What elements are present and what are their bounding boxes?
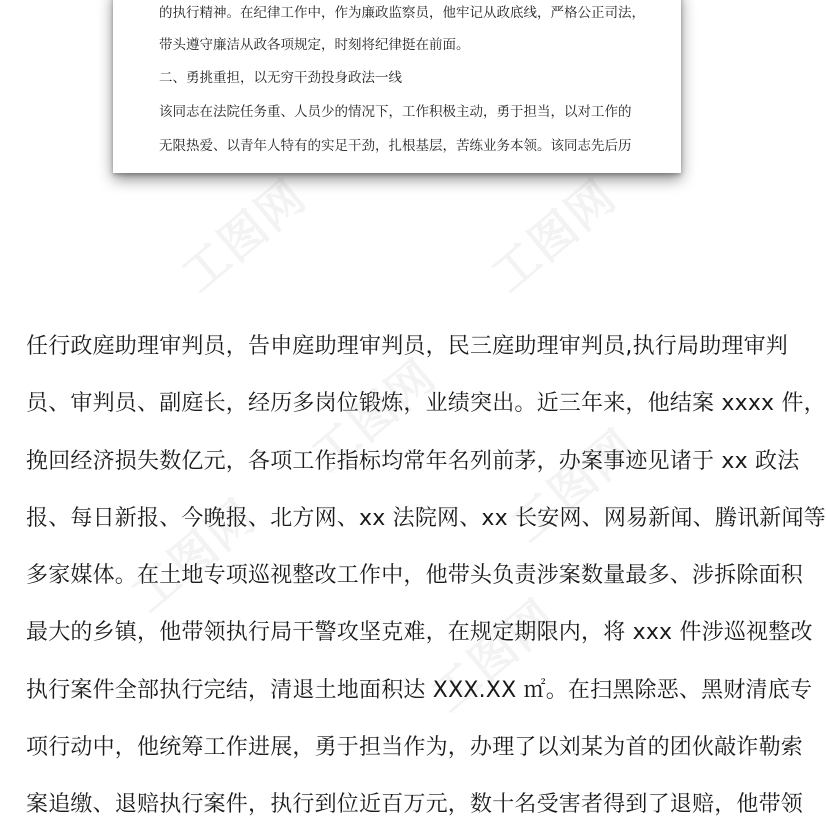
- watermark: 工图网: [421, 588, 567, 723]
- card-text-line: 的执行精神。在纪律工作中，作为廉政监察员，他牢记从政底线，严格公正司法，: [159, 5, 645, 21]
- watermark: 工图网: [501, 418, 647, 553]
- document-body-text: [26, 318, 826, 834]
- card-section-heading: 二、勇挑重担，以无穷干劲投身政法一线: [159, 70, 402, 86]
- body-text-line: 任行政庭助理审判员，告申庭助理审判员，民三庭助理审判员,执行局助理审判: [26, 334, 788, 359]
- body-text-line: 员、审判员、副庭长，经历多岗位锻炼，业绩突出。近三年来，他结案 xxxx 件，: [26, 391, 826, 417]
- watermark: 工图网: [121, 488, 267, 623]
- watermark: 工图网: [301, 348, 447, 483]
- body-text-line: 执行案件全部执行完结，清退土地面积达 XXX.XX ㎡。在扫黑除恶、黑财清底专: [26, 677, 813, 703]
- watermark: 工图网: [171, 168, 317, 303]
- card-text-line: 无限热爱、以青年人特有的实足干劲，扎根基层，苦练业务本领。该同志先后历: [159, 138, 632, 154]
- body-text-line: 多家媒体。在土地专项巡视整改工作中，他带头负责涉案数量最多、涉拆除面积: [26, 563, 804, 589]
- document-preview-card: [113, 0, 681, 173]
- body-text-line: 案追缴、退赔执行案件，执行到位近百万元，数十名受害者得到了退赔，他带领: [26, 792, 804, 818]
- card-text-line: 该同志在法院任务重、人员少的情况下，工作积极主动，勇于担当，以对工作的: [159, 104, 632, 120]
- body-text-line: 最大的乡镇，他带领执行局干警攻坚克难，在规定期限内，将 xxx 件涉巡视整改: [26, 620, 813, 646]
- card-text-line: 带头遵守廉洁从政各项规定，时刻将纪律挺在前面。: [159, 37, 470, 53]
- watermark: 工图网: [481, 168, 627, 303]
- body-text-line: 项行动中，他统筹工作进展，勇于担当作为，办理了以刘某为首的团伙敲诈勒索: [26, 735, 804, 761]
- body-text-line: 报、每日新报、今晚报、北方网、xx 法院网、xx 长安网、网易新闻、腾讯新闻等: [26, 505, 826, 531]
- body-text-line: 挽回经济损失数亿元，各项工作指标均常年名列前茅，办案事迹见诸于 xx 政法: [26, 448, 800, 474]
